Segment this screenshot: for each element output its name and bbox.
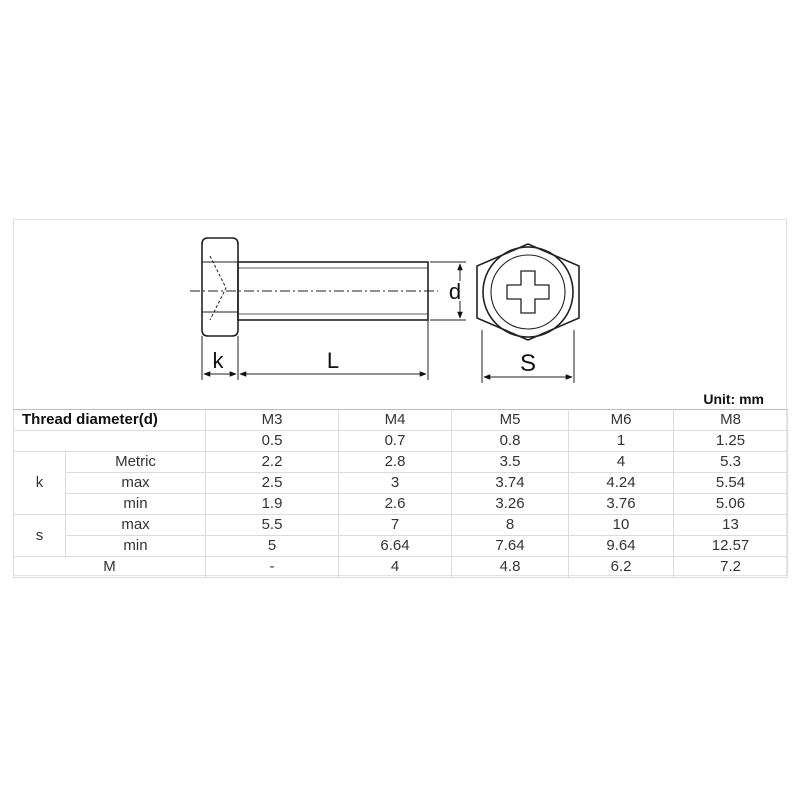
value-cell: 1.9 <box>206 494 339 515</box>
pitch-cell: 1 <box>569 431 674 452</box>
s-dimension-label: S <box>519 350 537 377</box>
pitch-cell: 1.25 <box>674 431 788 452</box>
size-cell: M4 <box>339 410 452 431</box>
value-cell: 5.5 <box>206 515 339 536</box>
value-cell: 3.5 <box>452 452 569 473</box>
table-row-s-min <box>14 536 788 557</box>
table-row-k-min <box>14 494 788 515</box>
value-cell: 2.5 <box>206 473 339 494</box>
value-cell: 13 <box>674 515 788 536</box>
m-label: M <box>14 557 206 578</box>
row-label: max <box>66 515 206 536</box>
row-label: min <box>66 536 206 557</box>
table-row-s-max <box>14 515 788 536</box>
value-cell: 4 <box>339 557 452 578</box>
value-cell: 4 <box>569 452 674 473</box>
pitch-label-cell <box>14 431 206 452</box>
value-cell: 3 <box>339 473 452 494</box>
value-cell: 8 <box>452 515 569 536</box>
bolt-head-side <box>202 238 238 336</box>
size-cell: M5 <box>452 410 569 431</box>
k-L-dimension <box>202 320 428 380</box>
bolt-side-view <box>202 238 428 336</box>
value-cell: 3.74 <box>452 473 569 494</box>
value-cell: 7 <box>339 515 452 536</box>
table-row-k-metric <box>14 452 788 473</box>
value-cell: 6.2 <box>569 557 674 578</box>
value-cell: 4.24 <box>569 473 674 494</box>
pitch-cell: 0.7 <box>339 431 452 452</box>
table-row-thread-diameter <box>14 410 788 431</box>
bolt-end-view <box>477 244 579 340</box>
size-cell: M6 <box>569 410 674 431</box>
phillips-recess-icon <box>507 271 549 313</box>
d-dimension-label: d <box>448 279 462 304</box>
value-cell: 3.76 <box>569 494 674 515</box>
table-row-pitch <box>14 431 788 452</box>
row-label: Metric <box>66 452 206 473</box>
value-cell: - <box>206 557 339 578</box>
value-cell: 7.64 <box>452 536 569 557</box>
dimension-table <box>13 409 788 578</box>
s-group-label: s <box>14 515 66 557</box>
pitch-cell: 0.8 <box>452 431 569 452</box>
value-cell: 9.64 <box>569 536 674 557</box>
value-cell: 7.2 <box>674 557 788 578</box>
value-cell: 2.6 <box>339 494 452 515</box>
table-row-m <box>14 557 788 578</box>
pitch-cell: 0.5 <box>206 431 339 452</box>
head-recess <box>210 256 226 320</box>
row-label: min <box>66 494 206 515</box>
size-cell: M3 <box>206 410 339 431</box>
row-label: max <box>66 473 206 494</box>
value-cell: 5 <box>206 536 339 557</box>
unit-label: Unit: mm <box>703 391 764 407</box>
value-cell: 12.57 <box>674 536 788 557</box>
k-dimension-label: k <box>212 348 224 373</box>
thread-diameter-header: Thread diameter(d) <box>14 410 206 431</box>
value-cell: 2.8 <box>339 452 452 473</box>
k-group-label: k <box>14 452 66 515</box>
size-cell: M8 <box>674 410 788 431</box>
hex-head-outline <box>477 244 579 340</box>
head-washer-circle <box>483 247 573 337</box>
value-cell: 5.3 <box>674 452 788 473</box>
value-cell: 3.26 <box>452 494 569 515</box>
table-row-k-max <box>14 473 788 494</box>
value-cell: 6.64 <box>339 536 452 557</box>
L-dimension-label: L <box>326 348 340 373</box>
value-cell: 4.8 <box>452 557 569 578</box>
value-cell: 5.06 <box>674 494 788 515</box>
value-cell: 10 <box>569 515 674 536</box>
value-cell: 5.54 <box>674 473 788 494</box>
value-cell: 2.2 <box>206 452 339 473</box>
head-inner-circle <box>491 255 565 329</box>
